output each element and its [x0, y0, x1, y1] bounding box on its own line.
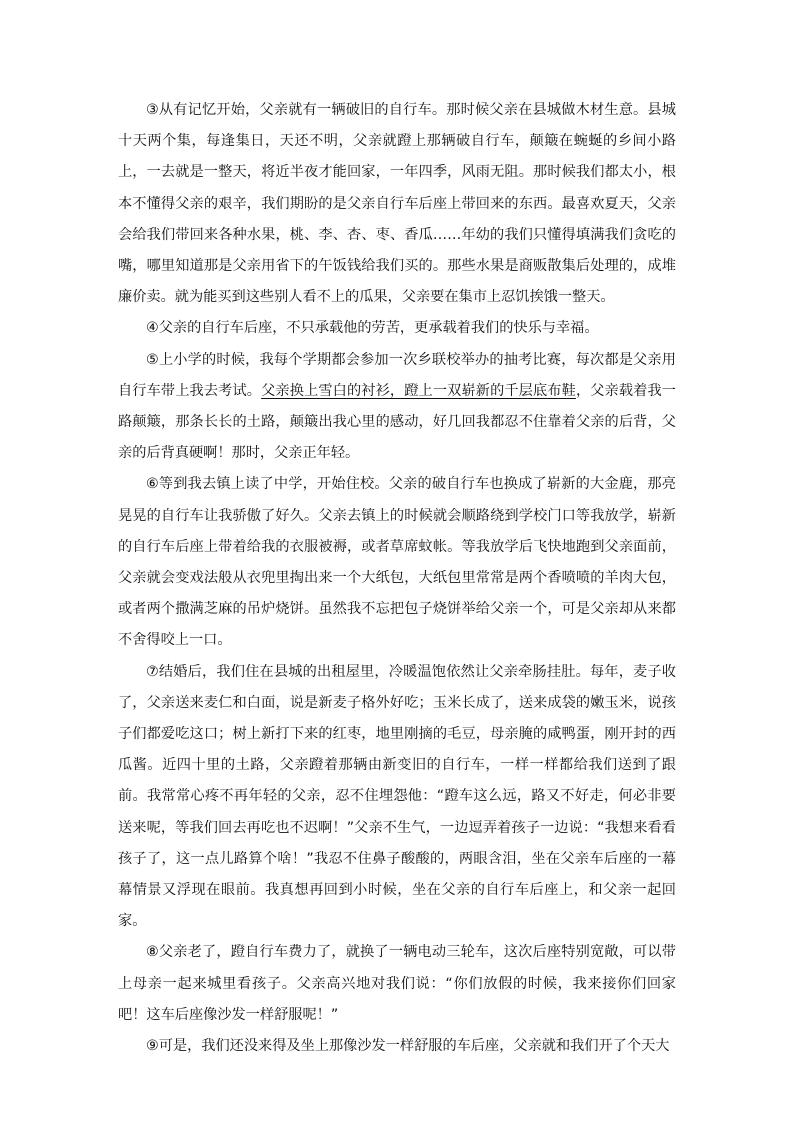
paragraph-6: ⑥等到我去镇上读了中学，开始住校。父亲的破自行车也换成了崭新的大金鹿，那亮晃晃的自行车让我骄傲了好久。父亲去镇上的时候就会顺路绕到学校门口等我放学，崭新的自行车后座上带着给我的衣服被褥，或者草席蚊帐。等我放学后飞快地跑到父亲面前，父亲就会变戏法般从衣兜里掏出来一个大纸包，大纸包里常常是两个香喷喷的羊肉大包，或者两个撒满芝麻的吊炉烧饼。虽然我不忘把包子烧饼举给父亲一个，可是父亲却从来都不舍得咬上一口。 — [118, 476, 676, 649]
underlined-sentence: 父亲换上雪白的衬衫，蹬上一双崭新的千层底布鞋 — [261, 382, 576, 399]
paragraph-3: ③从有记忆开始，父亲就有一辆破旧的自行车。那时候父亲在县城做木材生意。县城十天两个集，每逢集日，天还不明，父亲就蹬上那辆破自行车，颠簸在蜿蜒的乡间小路上，一去就是一整天，将近半夜才能回家，一年四季，风雨无阻。那时候我们都太小，根本不懂得父亲的艰辛，我们期盼的是父亲自行车后座上带回来的东西。最喜欢夏天，父亲会给我们带回来各种水果，桃、李、杏、枣、香瓜……年幼的我们只懂得填满我们贪吃的嘴，哪里知道那是父亲用省下的午饭钱给我们买的。那些水果是商贩散集后处理的，成堆廉价卖。就为能买到这些别人看不上的瓜果，父亲要在集市上忍饥挨饿一整天。 — [118, 102, 676, 306]
paragraph-9: ⑨可是，我们还没来得及坐上那像沙发一样舒服的车后座，父亲就和我们开了个天大 — [146, 1038, 670, 1055]
paragraph-5-lead: ⑤上小学的时候，我每个学期都会参加一次乡联校举办的抽考比赛，每次都是父亲用自行车带上我去考试。 — [118, 351, 676, 399]
paragraph-7: ⑦结婚后，我们住在县城的出租屋里，冷暖温饱依然让父亲牵肠挂肚。每年，麦子收了，父亲送来麦仁和白面，说是新麦子格外好吃；玉米长成了，送来成袋的嫩玉米，说孩子们都爱吃这口；树上新打下来的红枣，地里刚摘的毛豆，母亲腌的咸鸭蛋，刚开封的西瓜酱。近四十里的土路，父亲蹬着那辆由新变旧的自行车，一样一样都给我们送到了跟前。我常常心疼不再年轻的父亲，忍不住埋怨他：“蹬车这么远，路又不好走，何必非要送来呢，等我们回去再吃也不迟啊！”父亲不生气，一边逗弄着孩子一边说：“我想来看看孩子了，这一点儿路算个啥！”我忍不住鼻子酸酸的，两眼含泪，坐在父亲车后座的一幕幕情景又浮现在眼前。我真想再回到小时候，坐在父亲的自行车后座上，和父亲一起回家。 — [118, 663, 676, 930]
paragraph-5-rest: ，父亲载着我一路颠簸，那条长长的土路，颠簸出我心里的感动，好几回我都忍不住靠着父亲的后背，父亲的后背真硬啊！那时，父亲正年轻。 — [118, 382, 676, 462]
paragraph-5 — [118, 345, 676, 470]
paragraph-8: ⑧父亲老了，蹬自行车费力了，就换了一辆电动三轮车，这次后座特别宽敞，可以带上母亲一起来城里看孩子。父亲高兴地对我们说：“你们放假的时候，我来接你们回家吧！这车后座像沙发一样舒服呢！” — [118, 944, 676, 1023]
paragraph-4: ④父亲的自行车后座，不只承载他的劳苦，更承载着我们的快乐与幸福。 — [146, 320, 599, 337]
article-body — [118, 95, 676, 1062]
